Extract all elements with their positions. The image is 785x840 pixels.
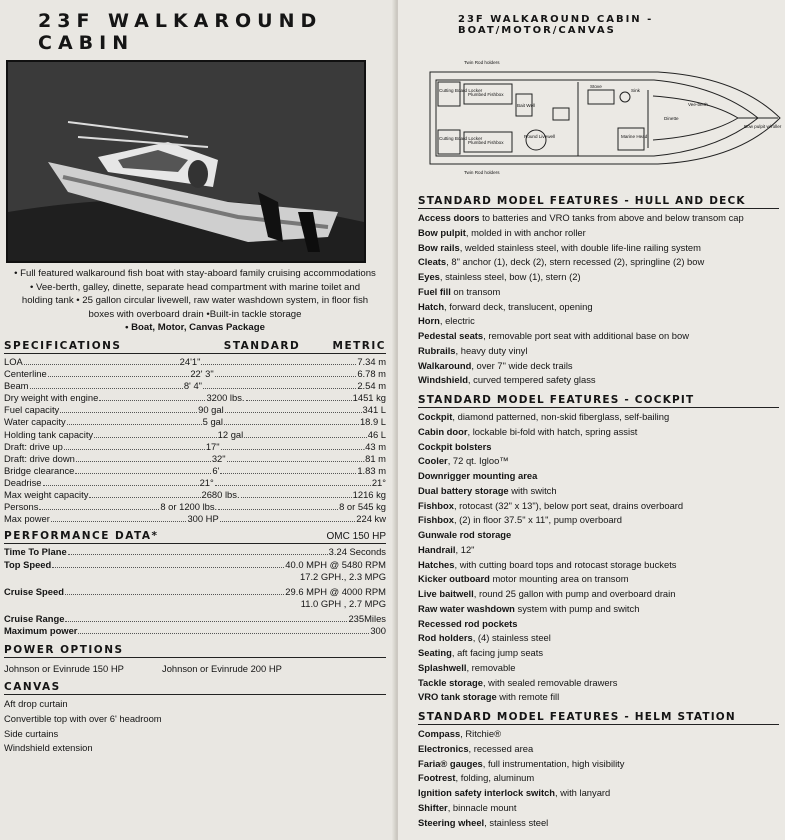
feature-detail: , 72 qt. Igloo™ xyxy=(447,455,509,467)
leader-dots xyxy=(203,380,356,389)
canvas-item: Side curtains xyxy=(4,727,59,739)
perf-row xyxy=(4,625,386,637)
feature-item xyxy=(418,454,779,469)
spec-metric: 1.83 m xyxy=(357,464,387,476)
feature-name: VRO tank storage xyxy=(418,691,497,703)
leader-dots xyxy=(51,513,187,522)
spec-label: Fuel capacity xyxy=(4,404,60,416)
spec-row xyxy=(4,441,386,453)
spec-row xyxy=(4,465,386,477)
perf-label: Top Speed xyxy=(4,558,52,570)
leader-dots xyxy=(215,368,357,377)
perf-value: 300 xyxy=(370,625,386,637)
feature-detail: , 12" xyxy=(455,543,475,555)
feature-name: Cooler xyxy=(418,455,448,467)
feature-detail: , lockable bi-fold with hatch, spring assist xyxy=(467,425,638,437)
perf-label: Maximum power xyxy=(4,625,78,637)
spec-metric: 46 L xyxy=(367,428,387,440)
feature-item xyxy=(418,543,779,558)
feature-name: Faria® gauges xyxy=(418,757,483,769)
feature-name: Fuel fill xyxy=(418,285,451,297)
feature-name: Live baitwell xyxy=(418,588,474,599)
feature-item xyxy=(418,255,779,270)
feature-item xyxy=(418,757,779,772)
feature-name: Cockpit xyxy=(418,411,453,422)
page-title: 23F WALKAROUND CABIN xyxy=(38,10,323,54)
leader-dots xyxy=(244,429,367,438)
feature-item xyxy=(418,499,779,514)
spec-label: Draft: drive up xyxy=(4,440,63,452)
leader-dots xyxy=(215,477,371,486)
leader-dots xyxy=(246,392,352,401)
leader-dots xyxy=(76,453,211,462)
spec-label: Beam xyxy=(4,380,29,392)
plan-label: Dinette xyxy=(664,116,679,121)
feature-detail: , electric xyxy=(439,315,475,327)
feature-name: Windshield xyxy=(418,374,468,386)
feature-item xyxy=(418,617,779,632)
feature-item xyxy=(418,425,779,440)
feature-detail: , Ritchie® xyxy=(460,728,501,739)
spec-metric: 6.78 m xyxy=(357,368,386,380)
plan-label: Cutting Board Locker xyxy=(439,136,483,141)
leader-dots xyxy=(68,546,328,555)
feature-detail: , binnacle mount xyxy=(447,801,517,813)
feature-name: Pedestal seats xyxy=(418,330,484,341)
feature-detail: , removable xyxy=(466,661,516,673)
feature-item xyxy=(418,469,779,484)
feature-name: Ignition safety interlock switch xyxy=(418,787,556,798)
feature-detail: , aft facing jump seats xyxy=(451,647,544,658)
feature-item xyxy=(418,631,779,646)
feature-name: Walkaround xyxy=(418,359,472,371)
plan-label: Marine Head xyxy=(621,134,648,139)
plan-label: Round Livewell xyxy=(524,134,556,139)
plan-label: Sink xyxy=(631,88,640,93)
perf-value: 235Miles xyxy=(348,612,386,624)
plan-label: Bow pulpit w/roller xyxy=(744,124,782,129)
spec-row xyxy=(4,513,386,525)
leader-dots xyxy=(65,613,347,622)
leader-dots xyxy=(89,489,200,498)
spec-metric: 7.34 m xyxy=(357,356,387,367)
spec-label: Draft: drive down xyxy=(4,452,75,464)
spec-row xyxy=(4,489,386,501)
feature-detail: , 8" anchor (1), deck (2), stern recessed (2), springline (2) bow xyxy=(446,256,705,268)
feature-detail: motor mounting area on transom xyxy=(489,573,629,585)
spec-metric: .81 m xyxy=(362,452,386,464)
leader-dots xyxy=(227,453,362,462)
spec-metric: .43 m xyxy=(362,440,387,452)
spec-label: Max weight capacity xyxy=(4,489,89,501)
feature-name: Horn xyxy=(418,315,440,327)
leader-dots xyxy=(78,625,369,634)
plan-label: Vee-berth xyxy=(688,102,708,107)
spec-label: Dry weight with engine xyxy=(4,392,99,404)
spec-standard: 22' 3" xyxy=(190,368,214,380)
spec-standard: 32" xyxy=(211,452,226,464)
spec-label: LOA xyxy=(4,356,23,367)
feature-name: Kicker outboard xyxy=(418,573,490,585)
feature-detail: , rotocast (32" x 13"), below port seat, drains overboard xyxy=(453,499,684,511)
feature-detail: , with lanyard xyxy=(555,787,611,798)
feature-detail: system with pump and switch xyxy=(514,602,640,614)
perf-row xyxy=(4,613,386,625)
perf-value: 29.6 MPH @ 4000 RPM xyxy=(285,585,386,597)
feature-item xyxy=(418,241,779,256)
performance-heading xyxy=(4,529,386,544)
feature-name: Raw water washdown xyxy=(418,602,515,614)
feature-detail: , forward deck, translucent, opening xyxy=(444,300,593,312)
canvas-heading-label: CANVAS xyxy=(4,681,61,694)
spec-label: Centerline xyxy=(4,368,47,380)
spec-metric: 341 L xyxy=(362,404,386,416)
feature-item xyxy=(418,528,779,543)
feature-name: Tackle storage xyxy=(418,676,483,688)
feature-item xyxy=(418,816,779,831)
leader-dots xyxy=(225,404,362,413)
feature-item xyxy=(418,359,779,374)
feature-name: Rubrails xyxy=(418,344,456,356)
deck-plan-diagram xyxy=(418,52,783,184)
feature-name: Shifter xyxy=(418,801,448,813)
spec-standard: 24'1" xyxy=(179,356,201,367)
perf-label: Time To Plane xyxy=(4,546,67,558)
spec-metric: 21° xyxy=(371,476,386,488)
feature-name: Bow rails xyxy=(418,241,460,253)
leader-dots xyxy=(30,380,183,389)
power-options-heading-label: POWER OPTIONS xyxy=(4,644,124,657)
performance-data xyxy=(4,529,386,637)
feature-detail: , molded in with anchor roller xyxy=(465,226,586,238)
spec-standard: 300 HP xyxy=(187,513,219,525)
perf-row xyxy=(4,586,386,598)
spec-row xyxy=(4,429,386,441)
spec-label: Max power xyxy=(4,513,50,525)
feature-detail: , heavy duty vinyl xyxy=(455,344,528,356)
feature-name: Footrest xyxy=(418,772,456,784)
spec-metric: 1216 kg xyxy=(352,489,387,501)
canvas-item: Windshield extension xyxy=(4,742,93,754)
standard-column-header: STANDARD xyxy=(223,340,301,352)
package-note: • Boat, Motor, Canvas Package xyxy=(125,322,265,333)
spec-standard: 8 or 1200 lbs. xyxy=(160,501,218,513)
feature-name: Fishbox xyxy=(418,514,454,526)
spec-row xyxy=(4,404,386,416)
feature-item xyxy=(418,440,779,455)
feature-item xyxy=(418,329,779,344)
feature-name: Gunwale rod storage xyxy=(418,529,512,540)
performance-heading-label: PERFORMANCE DATA* xyxy=(4,530,159,543)
spec-metric: 18.9 L xyxy=(359,416,387,428)
spec-metric: 224 kw xyxy=(356,513,387,525)
plan-label: Stove xyxy=(590,84,602,89)
feature-name: Dual battery storage xyxy=(418,484,509,496)
feature-detail: , stainless steel, bow (1), stern (2) xyxy=(439,271,581,282)
feature-name: Eyes xyxy=(418,271,440,282)
photo-caption: • Full featured walkaround fish boat with stay-aboard family cruising accommodations • Vee-berth, galley, dinette, separate head compartment with marine toilet and holding tank • 25 gallon circular livewell, raw water washdown system, in floor fish boxes with overboard drain •Built-in tackle storage xyxy=(14,268,376,320)
feature-item xyxy=(418,646,779,661)
feature-name: Cleats xyxy=(418,256,447,268)
feature-name: Electronics xyxy=(418,742,469,754)
spec-standard: 5 gal xyxy=(202,416,223,428)
perf-row xyxy=(4,559,386,571)
leader-dots xyxy=(75,465,211,474)
leader-dots xyxy=(221,441,362,450)
boat-photo xyxy=(6,60,366,263)
spec-row xyxy=(4,356,386,368)
spec-standard: 2680 lbs. xyxy=(201,489,240,501)
power-option: Johnson or Evinrude 150 HP xyxy=(4,663,124,675)
feature-detail: , with cutting board tops and rotocast storage buckets xyxy=(454,558,677,570)
spec-standard: 6' xyxy=(212,464,220,476)
right-page xyxy=(398,0,785,840)
perf-row xyxy=(4,546,386,558)
spec-row xyxy=(4,501,386,513)
feature-detail: , removable port seat with additional base on bow xyxy=(483,330,690,341)
feature-detail: , curved tempered safety glass xyxy=(467,374,596,386)
feature-detail: , folding, aluminum xyxy=(455,772,535,784)
spec-label: Bridge clearance xyxy=(4,464,75,476)
spec-rows xyxy=(4,356,386,525)
specs-heading-label: SPECIFICATIONS xyxy=(4,340,122,352)
feature-item xyxy=(418,587,779,602)
spec-row xyxy=(4,453,386,465)
feature-item xyxy=(418,314,779,329)
perf-value: 40.0 MPH @ 5480 RPM xyxy=(285,558,386,570)
plan-label: Cutting Board Locker xyxy=(439,88,483,93)
plan-label: Plumbed Fishbox xyxy=(468,92,504,97)
feature-detail: , round 25 gallon with pump and overboard drain xyxy=(473,588,676,599)
plan-label: Twin Rod holders xyxy=(464,170,500,175)
feature-detail: , (2) in floor 37.5" x 11", pump overboard xyxy=(453,514,622,526)
feature-item xyxy=(418,211,779,226)
feature-item xyxy=(418,727,779,742)
spec-label: Water capacity xyxy=(4,416,66,428)
feature-detail: , full instrumentation, high visibility xyxy=(482,757,625,769)
spec-metric: 2.54 m xyxy=(357,380,387,392)
spec-standard: 90 gal xyxy=(198,404,224,416)
leader-dots xyxy=(224,416,359,425)
feature-name: Access doors xyxy=(418,212,480,223)
leader-dots xyxy=(24,356,179,365)
feature-sections xyxy=(418,195,779,830)
feature-section-heading: STANDARD MODEL FEATURES - COCKPIT xyxy=(418,394,779,408)
specifications-table xyxy=(4,339,386,525)
feature-name: Cockpit bolsters xyxy=(418,440,492,452)
spec-row xyxy=(4,416,386,428)
feature-item xyxy=(418,676,779,691)
feature-name: Seating xyxy=(418,647,452,658)
plan-label: Bait Well xyxy=(517,103,536,108)
perf-label: Cruise Speed xyxy=(4,585,64,597)
feature-name: Splashwell xyxy=(418,661,467,673)
spec-label: Persons xyxy=(4,501,39,513)
feature-item xyxy=(418,285,779,300)
feature-item xyxy=(418,270,779,285)
feature-item xyxy=(418,300,779,315)
plan-label: Plumbed Fishbox xyxy=(468,140,504,145)
feature-name: Fishbox xyxy=(418,499,454,511)
leader-dots xyxy=(39,501,159,510)
leader-dots xyxy=(64,441,205,450)
spec-standard: 12 gal xyxy=(217,428,244,440)
feature-item xyxy=(418,801,779,816)
canvas-item: Aft drop curtain xyxy=(4,698,68,710)
feature-detail: , with sealed removable drawers xyxy=(482,676,618,688)
feature-name: Compass xyxy=(418,728,461,739)
feature-name: Cabin door xyxy=(418,425,468,437)
feature-detail: with remote fill xyxy=(496,691,560,703)
feature-section-heading: STANDARD MODEL FEATURES - HELM STATION xyxy=(418,711,779,725)
feature-name: Steering wheel xyxy=(418,816,485,828)
leader-dots xyxy=(99,392,205,401)
spec-standard: 21° xyxy=(199,476,214,488)
power-options xyxy=(4,660,386,676)
feature-name: Handrail xyxy=(418,543,456,555)
leader-dots xyxy=(43,477,199,486)
feature-item xyxy=(418,572,779,587)
feature-name: Bow pulpit xyxy=(418,226,466,238)
leader-dots xyxy=(241,489,352,498)
leader-dots xyxy=(48,368,190,377)
feature-detail: , (4) stainless steel xyxy=(472,632,551,644)
feature-name: Downrigger mounting area xyxy=(418,470,538,481)
perf-value: 3.24 Seconds xyxy=(328,546,386,558)
feature-detail: , welded stainless steel, with double life-line railing system xyxy=(459,241,701,253)
spec-standard: 3200 lbs. xyxy=(206,392,245,404)
feature-item xyxy=(418,226,779,241)
spec-label: Deadrise xyxy=(4,476,42,488)
spec-label: Holding tank capacity xyxy=(4,428,94,440)
feature-item xyxy=(418,661,779,676)
spec-standard: 17" xyxy=(205,440,220,452)
spec-row xyxy=(4,477,386,489)
leader-dots xyxy=(60,404,197,413)
spec-metric: 1451 kg xyxy=(352,392,387,404)
feature-item xyxy=(418,373,779,388)
perf-subvalue: 17.2 GPH., 2.3 MPG xyxy=(300,570,386,582)
canvas-item: Convertible top with over 6' headroom xyxy=(4,713,162,725)
feature-detail: , diamond patterned, non-skid fiberglass, self-bailing xyxy=(452,411,670,422)
leader-dots xyxy=(94,429,217,438)
feature-item xyxy=(418,410,779,425)
feature-item xyxy=(418,513,779,528)
spec-metric: 8 or 545 kg xyxy=(339,501,387,513)
leader-dots xyxy=(65,586,284,595)
performance-engine: OMC 150 HP xyxy=(326,531,386,543)
feature-name: Hatches xyxy=(418,558,455,570)
feature-item xyxy=(418,742,779,757)
feature-item xyxy=(418,786,779,801)
spec-standard: 8' 4" xyxy=(183,380,202,392)
leader-dots xyxy=(52,559,284,568)
feature-detail: , recessed area xyxy=(468,742,534,754)
leader-dots xyxy=(220,513,356,522)
specifications-heading xyxy=(4,339,386,354)
feature-item xyxy=(418,344,779,359)
feature-detail: on transom xyxy=(450,285,501,297)
feature-section-heading: STANDARD MODEL FEATURES - HULL AND DECK xyxy=(418,195,779,209)
feature-item xyxy=(418,484,779,499)
leader-dots xyxy=(220,465,356,474)
feature-detail: with switch xyxy=(508,484,557,496)
feature-name: Recessed rod pockets xyxy=(418,617,518,629)
perf-subvalue: 11.0 GPH , 2.7 MPG xyxy=(300,597,386,609)
feature-item xyxy=(418,771,779,786)
canvas-heading xyxy=(4,680,386,695)
feature-detail: , stainless steel xyxy=(484,816,549,828)
power-option: Johnson or Evinrude 200 HP xyxy=(162,663,282,675)
feature-name: Hatch xyxy=(418,300,445,312)
feature-item xyxy=(418,690,779,705)
feature-item xyxy=(418,602,779,617)
right-page-title: 23F WALKAROUND CABIN - BOAT/MOTOR/CANVAS xyxy=(458,14,654,36)
feature-detail: , over 7" wide deck trails xyxy=(471,359,573,371)
metric-column-header: METRIC xyxy=(332,340,386,352)
spec-row xyxy=(4,368,386,380)
spec-row xyxy=(4,392,386,404)
feature-item xyxy=(418,558,779,573)
leader-dots xyxy=(218,501,338,510)
power-options-heading xyxy=(4,643,386,658)
feature-name: Rod holders xyxy=(418,632,473,644)
plan-label: Twin Rod holders xyxy=(464,60,500,65)
feature-detail: to batteries and VRO tanks from above and below transom cap xyxy=(479,212,744,223)
canvas-list xyxy=(4,697,386,756)
perf-label: Cruise Range xyxy=(4,612,65,624)
spec-row xyxy=(4,380,386,392)
leader-dots xyxy=(67,416,202,425)
leader-dots xyxy=(201,356,356,365)
